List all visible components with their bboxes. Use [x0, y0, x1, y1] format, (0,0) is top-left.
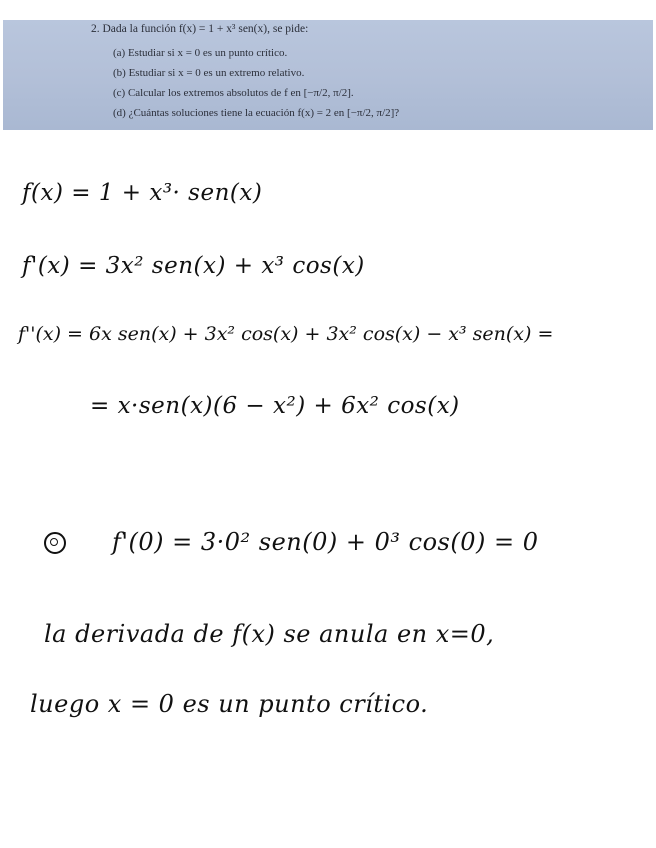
problem-statement [3, 20, 653, 130]
problem-item-c: (c) Calcular los extremos absolutos de f en [−π/2, π/2]. [113, 87, 354, 99]
conclusion-line-2: luego x = 0 es un punto crítico. [30, 690, 429, 718]
problem-title: 2. Dada la función f(x) = 1 + x³ sen(x), se pide: [91, 23, 309, 35]
part-a-marker-icon [44, 532, 66, 554]
problem-item-b: (b) Estudiar si x = 0 es un extremo relativo. [113, 67, 305, 79]
second-derivative-simplified: = x·sen(x)(6 − x²) + 6x² cos(x) [90, 393, 460, 419]
problem-item-a: (a) Estudiar si x = 0 es un punto crítico. [113, 47, 288, 59]
derivative-at-zero: f'(0) = 3·0² sen(0) + 0³ cos(0) = 0 [112, 528, 539, 556]
second-derivative: f''(x) = 6x sen(x) + 3x² cos(x) + 3x² cos(x) − x³ sen(x) = [18, 323, 554, 345]
conclusion-line-1: la derivada de f(x) se anula en x=0, [44, 620, 495, 648]
problem-item-d: (d) ¿Cuántas soluciones tiene la ecuación f(x) = 2 en [−π/2, π/2]? [113, 107, 400, 119]
first-derivative: f'(x) = 3x² sen(x) + x³ cos(x) [22, 253, 365, 279]
function-definition: f(x) = 1 + x³· sen(x) [22, 180, 263, 206]
